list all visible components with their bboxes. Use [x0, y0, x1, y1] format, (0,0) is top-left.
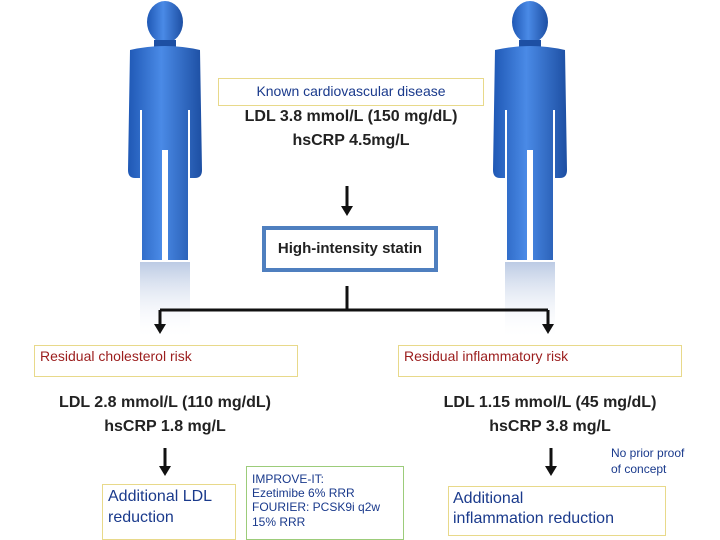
- ldl-reduction-line2: reduction: [108, 509, 174, 526]
- ldl-reduction-line1: Additional LDL: [108, 488, 213, 505]
- evidence-line4: 15% RRR: [252, 515, 306, 529]
- arrow-down-icon: [545, 448, 557, 476]
- inflammation-reduction-line1: Additional: [453, 490, 524, 507]
- inflammation-reduction-line2: inflammation reduction: [453, 510, 614, 527]
- evidence-line2: Ezetimibe 6% RRR: [252, 486, 355, 500]
- cholesterol-risk-label: Residual cholesterol risk: [40, 348, 192, 364]
- left-hscrp-value: hsCRP 1.8 mg/L: [104, 418, 226, 435]
- no-proof-line1: No prior proof: [611, 446, 685, 460]
- top-ldl-value: LDL 3.8 mmol/L (150 mg/dL): [244, 108, 458, 125]
- right-hscrp-value: hsCRP 3.8 mg/L: [489, 418, 611, 435]
- statin-label: High-intensity statin: [277, 240, 423, 257]
- evidence-line3: FOURIER: PCSK9i q2w: [252, 500, 381, 514]
- right-ldl-value: LDL 1.15 mmol/L (45 mg/dL): [443, 394, 657, 411]
- evidence-line1: IMPROVE-IT:: [252, 472, 325, 486]
- disease-label: Known cardiovascular disease: [256, 83, 446, 99]
- inflammatory-risk-label: Residual inflammatory risk: [404, 348, 569, 364]
- top-hscrp-value: hsCRP 4.5mg/L: [292, 132, 410, 149]
- left-ldl-value: LDL 2.8 mmol/L (110 mg/dL): [59, 394, 271, 411]
- arrow-down-icon: [159, 448, 171, 476]
- arrow-down-icon: [341, 186, 353, 216]
- no-proof-line2: of concept: [611, 462, 667, 476]
